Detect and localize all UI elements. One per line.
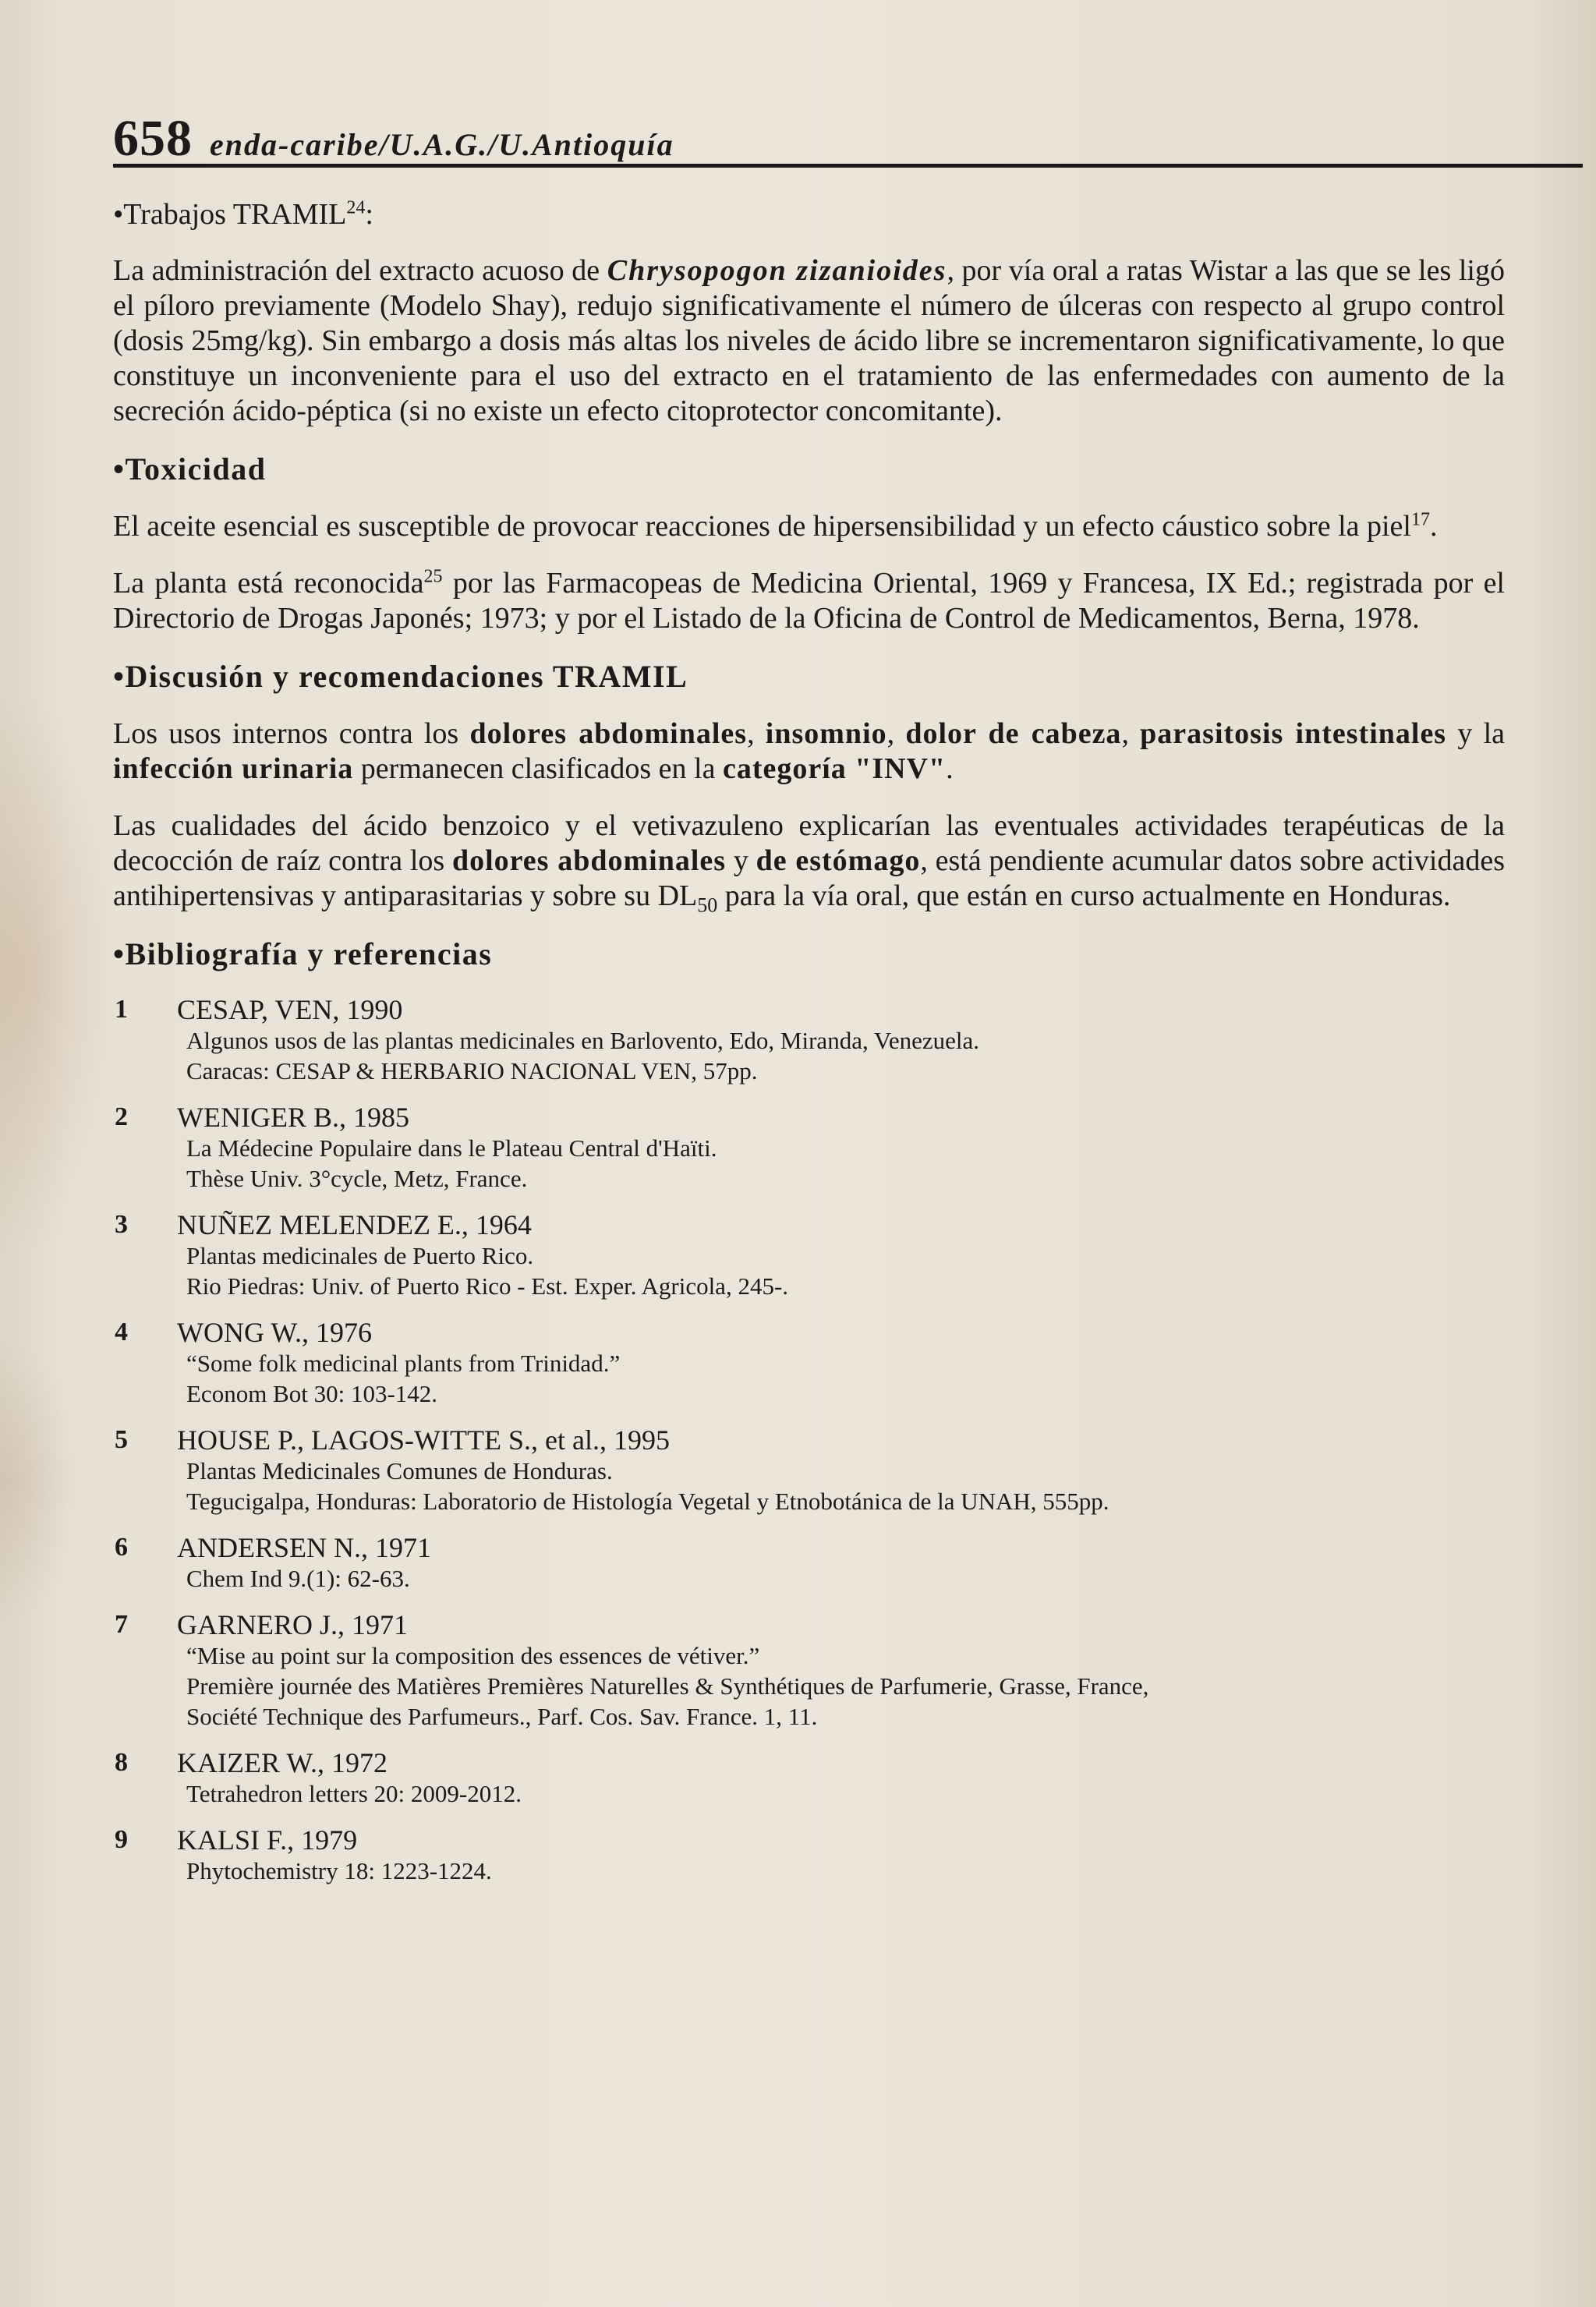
discusion-p1-g: permanecen clasificados en la bbox=[353, 752, 723, 785]
toxicidad-p1-text: El aceite esencial es susceptible de provocar reacciones de hipersensibilidad y un efecto cáustico sobre la piel bbox=[113, 510, 1411, 543]
reference-author: WENIGER B., 1985 bbox=[177, 1102, 409, 1133]
reference-line: Phytochemistry 18: 1223-1224. bbox=[186, 1857, 492, 1884]
reference-line: Plantas medicinales de Puerto Rico. bbox=[186, 1242, 534, 1269]
reference-author: HOUSE P., LAGOS-WITTE S., et al., 1995 bbox=[177, 1424, 670, 1456]
reference-body bbox=[177, 1317, 1505, 1409]
toxicidad-p2-a: La planta está reconocida bbox=[113, 567, 424, 600]
discusion-p2-sub: 50 bbox=[697, 893, 718, 917]
trabajos-p1-a: La administración del extracto acuoso de bbox=[113, 254, 607, 287]
discusion-p2-b2: de estómago bbox=[756, 844, 921, 877]
page-header bbox=[113, 109, 1583, 168]
page-content bbox=[113, 109, 1505, 1902]
trabajos-ref: 24 bbox=[346, 197, 366, 218]
trabajos-label-colon: : bbox=[365, 198, 373, 231]
discusion-p1-b3: dolor de cabeza bbox=[905, 717, 1122, 750]
reference-author: GARNERO J., 1971 bbox=[177, 1609, 409, 1640]
reference-body bbox=[177, 1747, 1505, 1809]
reference-author: CESAP, VEN, 1990 bbox=[177, 994, 403, 1025]
discusion-paragraph-2 bbox=[113, 809, 1506, 917]
reference-line: Plantas Medicinales Comunes de Honduras. bbox=[186, 1457, 613, 1484]
reference-author: WONG W., 1976 bbox=[177, 1317, 372, 1348]
reference-item bbox=[113, 1609, 1505, 1732]
toxicidad-p2-b: por las Farmacopeas de Medicina Oriental, 1969 y Francesa, IX Ed.; registrada por el Directorio de Drogas Japonés; 1973; y por el Listado de la Oficina de Control de Medicamentos, Berna, 1978. bbox=[113, 567, 1505, 635]
reference-line: Econom Bot 30: 103-142. bbox=[186, 1380, 438, 1407]
reference-line: La Médecine Populaire dans le Plateau Central d'Haïti. bbox=[186, 1134, 717, 1162]
discusion-p1-c: , bbox=[747, 717, 766, 750]
discusion-p1-b1: dolores abdominales bbox=[469, 717, 748, 750]
reference-body bbox=[177, 1609, 1505, 1732]
trabajos-paragraph bbox=[113, 253, 1505, 429]
reference-line: “Mise au point sur la composition des essences de vétiver.” bbox=[186, 1642, 760, 1669]
reference-number: 8 bbox=[115, 1748, 128, 1777]
reference-item bbox=[113, 1747, 1505, 1809]
toxicidad-paragraph-1 bbox=[113, 509, 1505, 544]
reference-item bbox=[113, 1102, 1505, 1194]
discusion-p1-b4: parasitosis intestinales bbox=[1140, 717, 1447, 750]
reference-item bbox=[113, 1424, 1505, 1516]
reference-number: 7 bbox=[115, 1610, 128, 1639]
running-title: enda-caribe/U.A.G./U.Antioquía bbox=[210, 127, 674, 162]
species-name: Chrysopogon zizanioides bbox=[607, 254, 947, 287]
reference-body bbox=[177, 1102, 1505, 1194]
reference-line: Première journée des Matières Premières Naturelles & Synthétiques de Parfumerie, Grasse, France, bbox=[186, 1672, 1149, 1700]
discusion-p1-d: , bbox=[886, 717, 906, 750]
trabajos-p1-b: , por vía oral a ratas Wistar a las que se les ligó el píloro previamente (Modelo Shay), redujo significativamente el número de úlceras con respecto al grupo control (dosis 25mg/kg). Sin embargo a dosis más altas los niveles de ácido libre se incrementaron significativamente, lo que constituye un inconveniente para el uso del extracto en el tratamiento de las enfermedades con aumento de la secreción ácido-péptica (si no existe un efecto citoprotector concomitante). bbox=[113, 254, 1505, 427]
reference-line: Thèse Univ. 3°cycle, Metz, France. bbox=[186, 1165, 528, 1192]
reference-line: Rio Piedras: Univ. of Puerto Rico - Est. Exper. Agricola, 245-. bbox=[186, 1272, 789, 1300]
reference-author: KAIZER W., 1972 bbox=[177, 1747, 387, 1778]
reference-author: ANDERSEN N., 1971 bbox=[177, 1532, 432, 1563]
reference-line: Algunos usos de las plantas medicinales en Barlovento, Edo, Miranda, Venezuela. bbox=[186, 1027, 980, 1054]
reference-body bbox=[177, 1824, 1505, 1886]
discusion-p2-d: , está pendiente acumular datos sobre actividades antihipertensivas y antiparasitarias y sobre su DL bbox=[113, 844, 1506, 912]
discusion-p2-b1: dolores abdominales bbox=[451, 844, 727, 877]
reference-line: “Some folk medicinal plants from Trinidad.” bbox=[186, 1350, 621, 1377]
discusion-p1-f: y la bbox=[1446, 717, 1505, 750]
discusion-p2-c: y bbox=[726, 844, 756, 877]
toxicidad-paragraph-2 bbox=[113, 566, 1505, 636]
toxicidad-p2-ref: 25 bbox=[423, 566, 443, 587]
trabajos-tramil-label bbox=[113, 197, 1505, 232]
discusion-p1-e: , bbox=[1121, 717, 1141, 750]
trabajos-label-text: •Trabajos TRAMIL bbox=[113, 198, 347, 231]
page-number: 658 bbox=[113, 110, 193, 167]
discusion-p1-a: Los usos internos contra los bbox=[113, 717, 470, 750]
discusion-p1-b2: insomnio bbox=[765, 717, 887, 750]
discusion-paragraph-1 bbox=[113, 717, 1505, 787]
reference-item bbox=[113, 1532, 1505, 1594]
discusion-heading: •Discusión y recomendaciones TRAMIL bbox=[113, 659, 688, 694]
toxicidad-p1-end: . bbox=[1429, 510, 1438, 543]
reference-line: Caracas: CESAP & HERBARIO NACIONAL VEN, 57pp. bbox=[186, 1057, 758, 1085]
discusion-p1-h: . bbox=[946, 752, 954, 785]
toxicidad-p1-ref: 17 bbox=[1410, 509, 1430, 530]
discusion-p1-b6: categoría "INV" bbox=[722, 752, 947, 785]
reference-line: Société Technique des Parfumeurs., Parf. Cos. Sav. France. 1, 11. bbox=[186, 1703, 818, 1730]
toxicidad-heading: •Toxicidad bbox=[113, 451, 267, 487]
reference-item bbox=[113, 994, 1505, 1086]
reference-number: 3 bbox=[115, 1210, 128, 1239]
reference-item bbox=[113, 1209, 1505, 1301]
discusion-p1-b5: infección urinaria bbox=[113, 752, 354, 785]
reference-body bbox=[177, 994, 1505, 1086]
reference-number: 4 bbox=[115, 1318, 128, 1346]
discusion-p2-a: Las cualidades del ácido benzoico y el vetivazuleno explicarían las eventuales actividades terapéuticas de la decocción de raíz contra los bbox=[113, 809, 1505, 877]
reference-line: Tegucigalpa, Honduras: Laboratorio de Histología Vegetal y Etnobotánica de la UNAH, 555pp. bbox=[186, 1488, 1109, 1515]
reference-list bbox=[113, 994, 1505, 1886]
reference-author: KALSI F., 1979 bbox=[177, 1824, 358, 1856]
reference-number: 9 bbox=[115, 1825, 128, 1854]
reference-number: 5 bbox=[115, 1425, 128, 1454]
reference-line: Tetrahedron letters 20: 2009-2012. bbox=[186, 1780, 522, 1807]
reference-item bbox=[113, 1824, 1505, 1886]
reference-author: NUÑEZ MELENDEZ E., 1964 bbox=[177, 1209, 532, 1240]
reference-body bbox=[177, 1532, 1505, 1594]
reference-body bbox=[177, 1209, 1505, 1301]
reference-item bbox=[113, 1317, 1505, 1409]
reference-line: Chem Ind 9.(1): 62-63. bbox=[186, 1565, 410, 1592]
discusion-p2-e: para la vía oral, que están en curso actualmente en Honduras. bbox=[717, 879, 1451, 912]
bibliografia-heading: •Bibliografía y referencias bbox=[113, 936, 493, 971]
reference-number: 6 bbox=[115, 1533, 128, 1562]
reference-number: 1 bbox=[115, 995, 128, 1024]
reference-number: 2 bbox=[115, 1102, 128, 1131]
reference-body bbox=[177, 1424, 1505, 1516]
